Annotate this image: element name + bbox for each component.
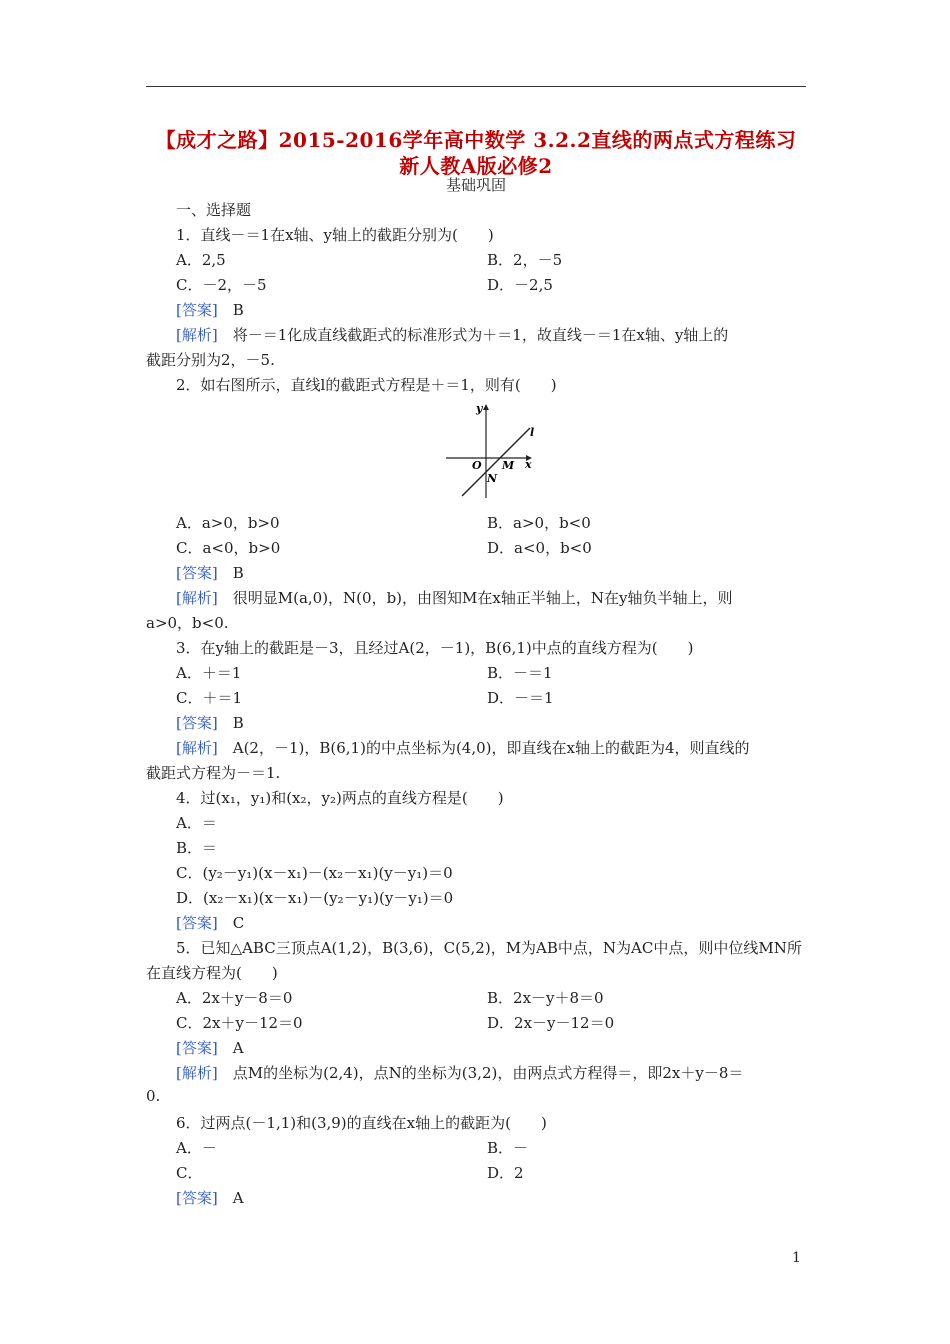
q6-option-a: A．－ — [176, 1139, 217, 1157]
label-x: x — [525, 458, 532, 471]
q5-stem-line2: 在直线方程为( ) — [146, 964, 278, 982]
q5-analysis — [176, 1062, 743, 1083]
label-y: y — [476, 402, 483, 415]
q6-option-b: B．－ — [487, 1139, 529, 1157]
q1-option-b: B．2，－5 — [487, 251, 563, 269]
q5-answer-value: A — [232, 1039, 244, 1057]
q2-option-c: C．a<0，b>0 — [176, 539, 281, 557]
answer-tag: [答案] — [176, 564, 218, 582]
q2-option-a: A．a>0，b>0 — [176, 514, 280, 532]
label-n: N — [487, 472, 498, 485]
q6-stem: 6．过两点(－1,1)和(3,9)的直线在x轴上的截距为( ) — [176, 1114, 547, 1132]
q1-option-c: C．－2，－5 — [176, 276, 267, 294]
q5-option-a: A．2x＋y－8＝0 — [176, 989, 293, 1007]
page-number: 1 — [792, 1250, 801, 1266]
y-axis-arrow — [483, 404, 489, 410]
q5-stem-line1: 5．已知△ABC三顶点A(1,2)，B(3,6)，C(5,2)，M为AB中点，N为AC中点，则中位线MN所 — [176, 939, 802, 957]
q3-stem: 3．在y轴上的截距是－3，且经过A(2，－1)，B(6,1)中点的直线方程为( ) — [176, 639, 694, 657]
doc-title-line1: 【成才之路】2015-2016学年高中数学 3.2.2直线的两点式方程练习 — [155, 128, 797, 152]
q4-stem: 4．过(x₁，y₁)和(x₂，y₂)两点的直线方程是( ) — [176, 789, 504, 807]
answer-tag: [答案] — [176, 714, 218, 732]
q6-option-d: D．2 — [487, 1164, 524, 1182]
analysis-tag: [解析] — [176, 589, 218, 607]
answer-tag: [答案] — [176, 1189, 218, 1207]
q2-answer-value: B — [232, 564, 244, 582]
answer-tag: [答案] — [176, 914, 218, 932]
q4-option-c: C．(y₂－y₁)(x－x₁)－(x₂－x₁)(y－y₁)＝0 — [176, 864, 453, 882]
q5-analysis-line1: 点M的坐标为(2,4)，点N的坐标为(3,2)，由两点式方程得＝，即2x＋y－8＝ — [232, 1064, 744, 1082]
q2-answer — [176, 562, 244, 583]
q2-analysis — [176, 587, 732, 608]
q3-option-d: D．－＝1 — [487, 689, 554, 707]
analysis-tag: [解析] — [176, 739, 218, 757]
q4-option-b: B．＝ — [176, 839, 218, 857]
label-l: l — [530, 426, 535, 439]
q3-analysis — [176, 737, 750, 758]
q6-answer-value: A — [232, 1189, 244, 1207]
answer-tag: [答案] — [176, 301, 218, 319]
label-origin: O — [472, 459, 482, 472]
q3-option-a: A．＋＝1 — [176, 664, 242, 682]
q3-option-c: C．＋＝1 — [176, 689, 243, 707]
answer-tag: [答案] — [176, 1039, 218, 1057]
q5-answer — [176, 1037, 244, 1058]
q2-figure — [442, 400, 542, 500]
q1-analysis-line2: 截距分别为2，－5. — [146, 351, 275, 369]
q4-option-d: D．(x₂－x₁)(x－x₁)－(y₂－y₁)(y－y₁)＝0 — [176, 889, 454, 907]
q1-answer-value: B — [232, 301, 244, 319]
q4-answer — [176, 912, 244, 933]
q2-option-b: B．a>0，b<0 — [487, 514, 591, 532]
q5-option-b: B．2x－y＋8＝0 — [487, 989, 604, 1007]
analysis-tag: [解析] — [176, 326, 218, 344]
q3-answer — [176, 712, 244, 733]
analysis-tag: [解析] — [176, 1064, 218, 1082]
q5-option-d: D．2x－y－12＝0 — [487, 1014, 615, 1032]
doc-subtitle: 基础巩固 — [445, 176, 506, 194]
q4-option-a: A．＝ — [176, 814, 217, 832]
q5-analysis-line2: 0. — [146, 1087, 161, 1105]
q1-option-a: A．2,5 — [176, 251, 226, 269]
q5-option-c: C．2x＋y－12＝0 — [176, 1014, 303, 1032]
q2-analysis-line2: a>0，b<0. — [146, 614, 229, 632]
q2-option-d: D．a<0，b<0 — [487, 539, 592, 557]
q3-option-b: B．－＝1 — [487, 664, 553, 682]
q2-stem: 2．如右图所示，直线l的截距式方程是＋＝1，则有( ) — [176, 376, 557, 394]
header-rule — [146, 86, 806, 87]
q1-option-d: D．－2,5 — [487, 276, 553, 294]
q1-stem: 1．直线－＝1在x轴、y轴上的截距分别为( ) — [176, 226, 494, 244]
q3-answer-value: B — [232, 714, 244, 732]
q1-analysis-line1: 将－＝1化成直线截距式的标准形式为＋＝1，故直线－＝1在x轴、y轴上的 — [232, 326, 729, 344]
q6-option-c: C． — [176, 1164, 203, 1182]
q1-answer — [176, 299, 244, 320]
q1-analysis — [176, 324, 728, 345]
label-m: M — [502, 459, 515, 472]
q4-answer-value: C — [232, 914, 245, 932]
doc-title-line2: 新人教A版必修2 — [399, 154, 553, 178]
q3-analysis-line1: A(2，－1)，B(6,1)的中点坐标为(4,0)，即直线在x轴上的截距为4，则直线的 — [232, 739, 750, 757]
section-heading: 一、选择题 — [176, 201, 252, 219]
q3-analysis-line2: 截距式方程为－＝1. — [146, 764, 281, 782]
q2-analysis-line1: 很明显M(a,0)，N(0，b)，由图知M在x轴正半轴上，N在y轴负半轴上，则 — [232, 589, 733, 607]
q6-answer — [176, 1187, 244, 1208]
